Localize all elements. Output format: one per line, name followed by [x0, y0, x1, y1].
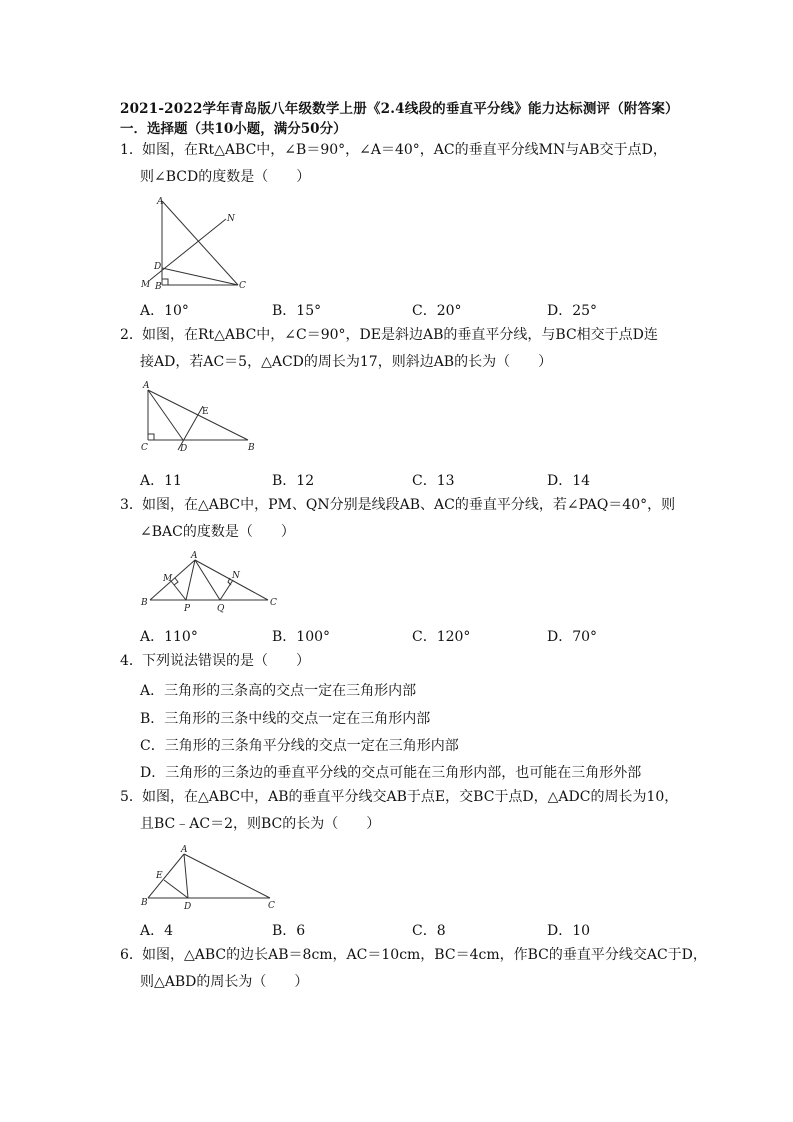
- question-number: 1．: [120, 142, 143, 158]
- figure-label: B: [141, 898, 148, 908]
- option-c[interactable]: C．20°: [412, 303, 462, 319]
- question-2-continuation: 接AD，若AC＝5，△ACD的周长为17，则斜边AB的长为（ ）: [140, 354, 553, 370]
- figure-label: C: [239, 281, 246, 291]
- option-b[interactable]: B．15°: [272, 303, 322, 319]
- question-1-continuation: 则∠BCD的度数是（ ）: [140, 169, 311, 185]
- figure-label: A: [157, 197, 164, 207]
- option-a[interactable]: A．三角形的三条高的交点一定在三角形内部: [140, 683, 417, 699]
- option-a[interactable]: A．11: [140, 473, 182, 489]
- option-b[interactable]: B．6: [272, 923, 306, 939]
- question-5: [120, 784, 678, 811]
- figure-label: M: [141, 280, 151, 290]
- question-5-continuation: 且BC﹣AC＝2，则BC的长为（ ）: [140, 816, 381, 832]
- option-b[interactable]: B．12: [272, 473, 315, 489]
- option-b[interactable]: B．100°: [272, 629, 331, 645]
- figure-label: N: [232, 571, 240, 581]
- option-d[interactable]: D．三角形的三条边的垂直平分线的交点可能在三角形内部，也可能在三角形外部: [140, 765, 642, 781]
- question-4: [120, 648, 310, 675]
- question-number: 2．: [120, 327, 143, 343]
- option-a[interactable]: A．4: [140, 923, 174, 939]
- option-c[interactable]: C．120°: [412, 629, 471, 645]
- figure-label: B: [141, 598, 148, 608]
- option-c[interactable]: C．三角形的三条角平分线的交点一定在三角形内部: [140, 738, 459, 754]
- question-text: 如图，在△ABC中，PM、QN分别是线段AB、AC的垂直平分线，若∠PAQ＝40°，则: [142, 497, 676, 513]
- question-1: [120, 137, 667, 164]
- figure-label: D: [180, 444, 188, 454]
- question-number: 5．: [120, 789, 143, 805]
- question-3: [120, 492, 675, 519]
- figure-label: E: [202, 407, 209, 417]
- options-q3: [140, 626, 700, 648]
- figure-label: B: [155, 282, 162, 292]
- figure-label: A: [191, 551, 198, 561]
- question-text: 如图，在Rt△ABC中，∠B＝90°，∠A＝40°，AC的垂直平分线MN与AB交于点D，: [142, 142, 667, 158]
- figure-label: A: [181, 845, 188, 855]
- figure-label: Q: [217, 604, 225, 614]
- options-q5: [140, 920, 700, 942]
- figure-label: N: [227, 214, 235, 224]
- figure-q2: [138, 378, 268, 458]
- option-d[interactable]: D．25°: [547, 303, 598, 319]
- question-text: 如图，在△ABC中，AB的垂直平分线交AB于点E，交BC于点D，△ADC的周长为10，: [142, 789, 679, 805]
- option-a[interactable]: A．10°: [140, 303, 189, 319]
- question-number: 4．: [120, 653, 143, 669]
- question-6: [120, 942, 707, 969]
- section-heading: 一．选择题（共10小题，满分50分）: [120, 121, 347, 137]
- question-3-continuation: ∠BAC的度数是（ ）: [140, 524, 295, 540]
- figure-label: P: [184, 604, 191, 614]
- figure-label: D: [154, 262, 162, 272]
- question-text: 下列说法错误的是（ ）: [142, 653, 310, 669]
- question-6-continuation: 则△ABD的周长为（ ）: [140, 974, 309, 990]
- question-2: [120, 322, 658, 349]
- figure-label: B: [248, 443, 255, 453]
- option-b[interactable]: B．三角形的三条中线的交点一定在三角形内部: [140, 711, 431, 727]
- option-d[interactable]: D．14: [547, 473, 591, 489]
- figure-label: C: [141, 443, 148, 453]
- document-title: 2021-2022学年青岛版八年级数学上册《2.4线段的垂直平分线》能力达标测评（附答案）: [120, 101, 679, 117]
- figure-label: M: [163, 574, 173, 584]
- figure-label: A: [143, 381, 150, 391]
- option-c[interactable]: C．13: [412, 473, 455, 489]
- options-q2: [140, 470, 700, 492]
- question-text: 如图，△ABC的边长AB＝8cm，AC＝10cm，BC＝4cm，作BC的垂直平分线交AC于D，: [142, 947, 707, 963]
- option-a[interactable]: A．110°: [140, 629, 198, 645]
- figure-q5: [138, 842, 283, 912]
- question-number: 6．: [120, 947, 143, 963]
- figure-label: D: [184, 902, 192, 912]
- question-number: 3．: [120, 497, 143, 513]
- option-d[interactable]: D．70°: [547, 629, 598, 645]
- figure-label: C: [270, 598, 277, 608]
- option-c[interactable]: C．8: [412, 923, 446, 939]
- figure-label: C: [268, 901, 275, 911]
- figure-q3: [138, 548, 283, 618]
- option-d[interactable]: D．10: [547, 923, 591, 939]
- options-q1: [140, 300, 700, 322]
- figure-label: E: [156, 871, 163, 881]
- figure-q1: [138, 193, 258, 293]
- question-text: 如图，在Rt△ABC中，∠C＝90°，DE是斜边AB的垂直平分线，与BC相交于点D连: [142, 327, 658, 343]
